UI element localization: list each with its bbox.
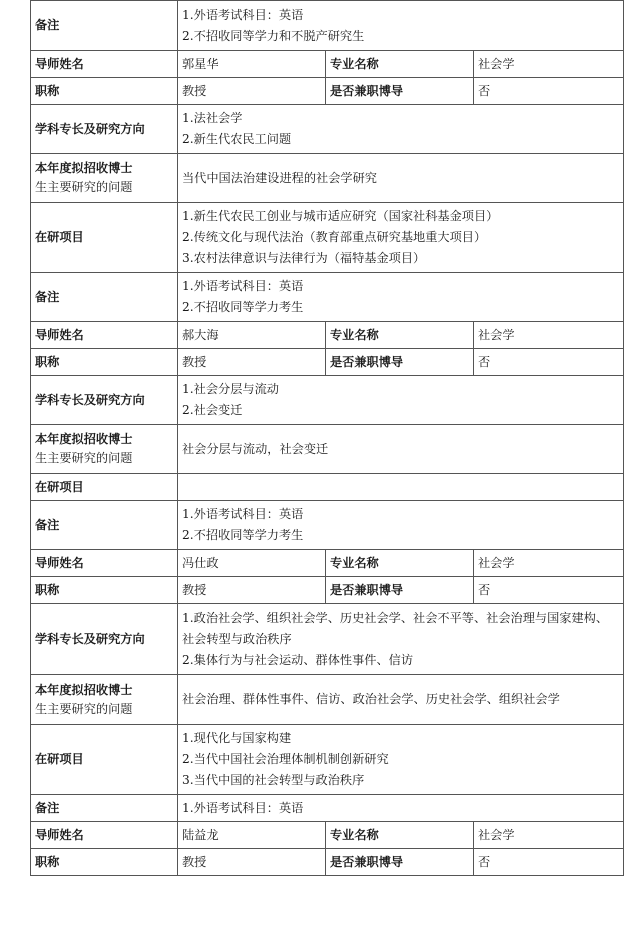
concurrent-label: 是否兼职博导 — [326, 78, 474, 105]
expertise-row — [31, 105, 624, 154]
title-row — [31, 349, 624, 376]
advisor-name-row — [31, 822, 624, 849]
research-question-row — [31, 425, 624, 474]
title-row — [31, 577, 624, 604]
major-name-label: 专业名称 — [326, 550, 474, 577]
expertise-value — [178, 604, 624, 675]
notes-row — [31, 273, 624, 322]
concurrent-value: 否 — [474, 349, 624, 376]
expertise-value — [178, 105, 624, 154]
title-label: 职称 — [31, 78, 178, 105]
major-name-value: 社会学 — [474, 322, 624, 349]
title-label: 职称 — [31, 349, 178, 376]
notes-line: 2.不招收同等学力考生 — [182, 528, 304, 542]
expertise-label: 学科专长及研究方向 — [31, 604, 178, 675]
research-question-label — [31, 425, 178, 474]
notes-value — [178, 273, 624, 322]
expertise-row — [31, 376, 624, 425]
advisor-name-value: 陆益龙 — [178, 822, 326, 849]
advisor-name-value: 郝大海 — [178, 322, 326, 349]
concurrent-value: 否 — [474, 78, 624, 105]
advisor-name-value: 郭星华 — [178, 51, 326, 78]
project-line: 3.当代中国的社会转型与政治秩序 — [182, 773, 365, 787]
title-value: 教授 — [178, 849, 326, 876]
concurrent-label: 是否兼职博导 — [326, 577, 474, 604]
projects-value — [178, 474, 624, 501]
concurrent-value: 否 — [474, 577, 624, 604]
research-question-label — [31, 675, 178, 725]
notes-label: 备注 — [31, 273, 178, 322]
projects-row — [31, 203, 624, 273]
project-line: 2.传统文化与现代法治（教育部重点研究基地重大项目） — [182, 230, 487, 244]
projects-label: 在研项目 — [31, 474, 178, 501]
projects-label: 在研项目 — [31, 203, 178, 273]
expertise-line: 2.新生代农民工问题 — [182, 132, 292, 146]
notes-row — [31, 1, 624, 51]
title-row — [31, 849, 624, 876]
projects-label: 在研项目 — [31, 725, 178, 795]
advisor-name-label: 导师姓名 — [31, 822, 178, 849]
project-line: 1.现代化与国家构建 — [182, 731, 292, 745]
advisor-name-label: 导师姓名 — [31, 322, 178, 349]
concurrent-value: 否 — [474, 849, 624, 876]
research-question-label — [31, 154, 178, 203]
projects-row — [31, 725, 624, 795]
expertise-label: 学科专长及研究方向 — [31, 105, 178, 154]
title-value: 教授 — [178, 349, 326, 376]
title-value: 教授 — [178, 78, 326, 105]
projects-row — [31, 474, 624, 501]
advisor-info-table — [30, 0, 624, 876]
major-name-value: 社会学 — [474, 51, 624, 78]
title-row — [31, 78, 624, 105]
research-question-label-line1: 本年度拟招收博士 — [35, 161, 133, 175]
title-label: 职称 — [31, 849, 178, 876]
major-name-label: 专业名称 — [326, 322, 474, 349]
notes-line: 2.不招收同等学力和不脱产研究生 — [182, 28, 365, 43]
notes-row — [31, 795, 624, 822]
title-label: 职称 — [31, 577, 178, 604]
advisor-name-value: 冯仕政 — [178, 550, 326, 577]
title-value: 教授 — [178, 577, 326, 604]
advisor-name-label: 导师姓名 — [31, 550, 178, 577]
concurrent-label: 是否兼职博导 — [326, 849, 474, 876]
notes-label: 备注 — [31, 501, 178, 550]
expertise-line: 1.法社会学 — [182, 111, 243, 125]
project-line: 2.当代中国社会治理体制机制创新研究 — [182, 752, 389, 766]
research-question-row — [31, 154, 624, 203]
expertise-line: 1.社会分层与流动 — [182, 382, 279, 396]
research-question-value: 社会治理、群体性事件、信访、政治社会学、历史社会学、组织社会学 — [178, 675, 624, 725]
expertise-line: 2.社会变迁 — [182, 403, 243, 417]
notes-line: 2.不招收同等学力考生 — [182, 300, 304, 314]
advisor-name-row — [31, 51, 624, 78]
project-line: 1.新生代农民工创业与城市适应研究（国家社科基金项目） — [182, 209, 499, 223]
notes-line: 1.外语考试科目：英语 — [182, 507, 304, 521]
advisor-name-label: 导师姓名 — [31, 51, 178, 78]
major-name-label: 专业名称 — [326, 51, 474, 78]
advisor-name-row — [31, 550, 624, 577]
notes-label: 备注 — [31, 1, 178, 51]
notes-line: 1.外语考试科目：英语 — [182, 7, 304, 22]
research-question-value: 当代中国法治建设进程的社会学研究 — [178, 154, 624, 203]
research-question-label-line1: 本年度拟招收博士 — [35, 682, 133, 697]
notes-label: 备注 — [31, 795, 178, 822]
notes-value — [178, 501, 624, 550]
notes-line: 1.外语考试科目：英语 — [182, 279, 304, 293]
project-line: 3.农村法律意识与法律行为（福特基金项目） — [182, 251, 426, 265]
projects-value — [178, 203, 624, 273]
notes-value — [178, 795, 624, 822]
notes-line: 1.外语考试科目：英语 — [182, 800, 304, 815]
expertise-line: 1.政治社会学、组织社会学、历史社会学、社会不平等、社会治理与国家建构、社会转型与政治秩序 — [182, 610, 609, 646]
expertise-row — [31, 604, 624, 675]
concurrent-label: 是否兼职博导 — [326, 349, 474, 376]
research-question-row — [31, 675, 624, 725]
notes-value — [178, 1, 624, 51]
expertise-value — [178, 376, 624, 425]
advisor-name-row — [31, 322, 624, 349]
research-question-label-line1: 本年度拟招收博士 — [35, 432, 133, 446]
research-question-value: 社会分层与流动，社会变迁 — [178, 425, 624, 474]
research-question-label-line2: 生主要研究的问题 — [35, 180, 133, 194]
research-question-label-line2: 生主要研究的问题 — [35, 451, 133, 465]
notes-row — [31, 501, 624, 550]
expertise-line: 2.集体行为与社会运动、群体性事件、信访 — [182, 652, 414, 667]
expertise-label: 学科专长及研究方向 — [31, 376, 178, 425]
projects-value — [178, 725, 624, 795]
major-name-label: 专业名称 — [326, 822, 474, 849]
major-name-value: 社会学 — [474, 550, 624, 577]
major-name-value: 社会学 — [474, 822, 624, 849]
research-question-label-line2: 生主要研究的问题 — [35, 701, 133, 716]
